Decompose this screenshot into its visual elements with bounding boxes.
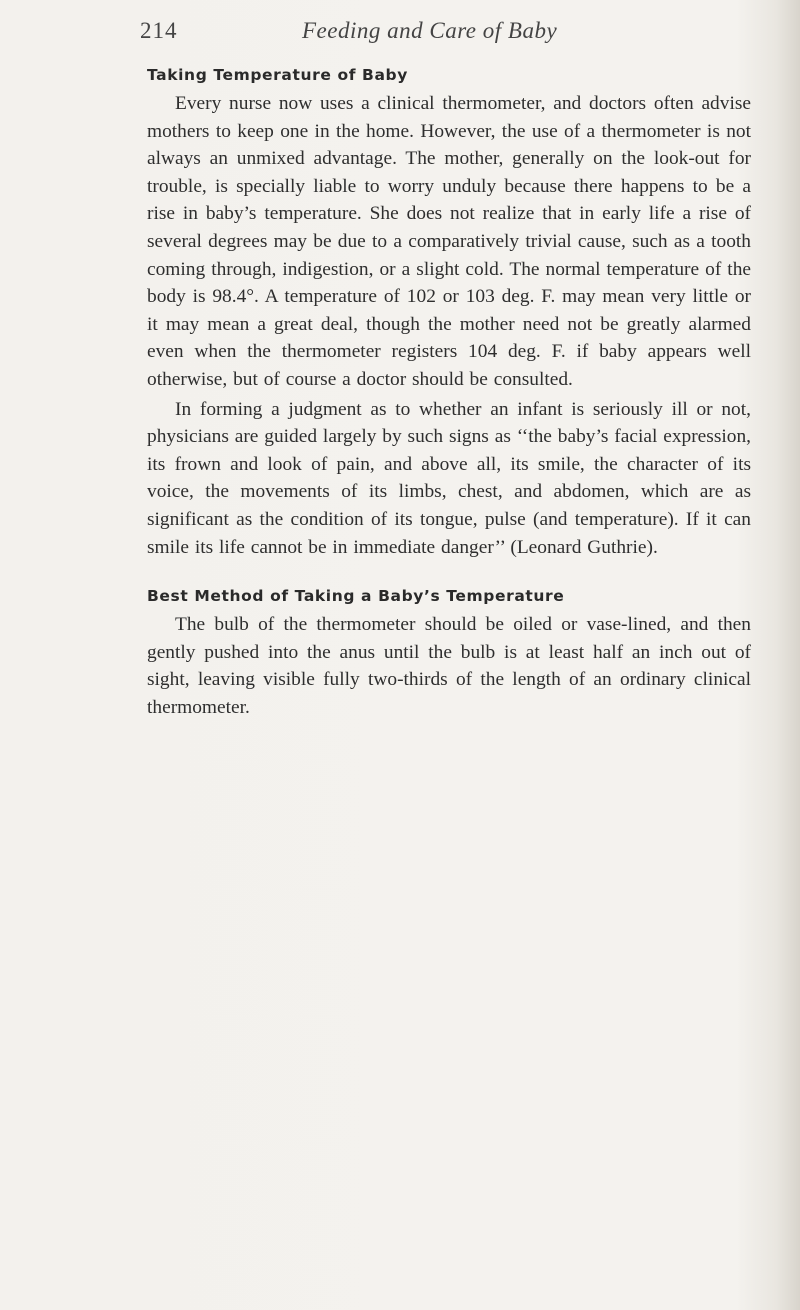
section-heading-taking-temperature: Taking Temperature of Baby [147, 66, 408, 84]
section-heading-best-method: Best Method of Taking a Baby’s Temperature [147, 587, 565, 606]
paragraph-judgment-signs: In forming a judgment as to whether an infant is seriously ill or not, physicians are guided largely by such signs as ‘‘the baby’s facial expression, its frown and look of pain, and above all, its smile, the character of its voice, the movements of its limbs, chest, and abdomen, which are as significant as the condition of its tongue, pulse (and temperature). If it can smile its life cannot be in immediate danger’’ (Leonard Guthrie). [147, 398, 751, 558]
paragraph-thermometer-use: Every nurse now uses a clinical thermometer, and doctors often advise mothers to keep one in the home. However, the use of a thermometer is not always an unmixed advantage. The mother, generally on the look-out for trouble, is specially liable to worry unduly because there happens to be a rise in baby’s temperature. She does not realize that in early life a rise of several degrees may be due to a comparatively trivial cause, such as a tooth coming through, indigestion, or a slight cold. The normal temperature of the body is 98.4°. A temperature of 102 or 103 deg. F. may mean very little or it may mean a great deal, though the mother need not be greatly alarmed even when the thermometer registers 104 deg. F. if baby appears well otherwise, but of course a doctor should be consulted. [147, 93, 751, 390]
page-header [140, 18, 620, 52]
running-title: Feeding and Care of Baby [302, 18, 558, 43]
page-body [147, 66, 751, 721]
paragraph-method-instructions: The bulb of the thermometer should be oiled or vase-lined, and then gently pushed into the anus until the bulb is at least half an inch out of sight, leaving visible fully two-thirds of the length of an ordinary clinical thermometer. [147, 614, 751, 718]
page-number: 214 [140, 18, 178, 43]
